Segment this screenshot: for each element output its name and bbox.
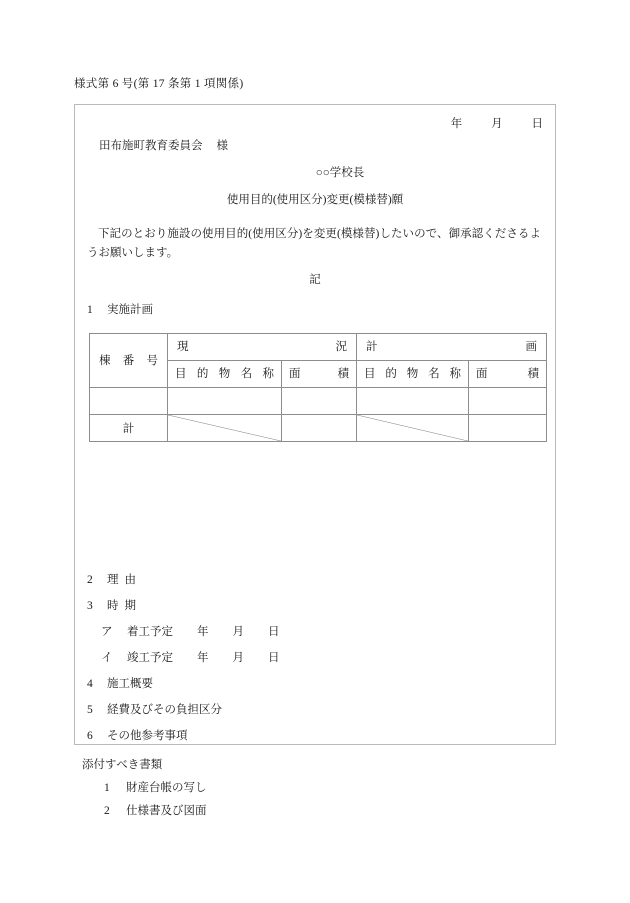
start-date-day: 日 bbox=[268, 626, 280, 638]
attachment-item-1-label: 財産台帳の写し bbox=[126, 782, 207, 794]
section-6-number: 6 bbox=[87, 730, 93, 742]
header-group-current-label: 現況 bbox=[177, 341, 347, 353]
section-2-number: 2 bbox=[87, 574, 93, 586]
addressee-name: 田布施町教育委員会 bbox=[99, 140, 203, 152]
table-header-row-group bbox=[90, 334, 547, 361]
header-building-no-label: 棟番号 bbox=[99, 354, 158, 367]
attachment-item-2-number: 2 bbox=[104, 805, 110, 817]
section-1-number: 1 bbox=[87, 304, 93, 316]
section-3-item-finish-date bbox=[173, 652, 280, 664]
ki-mark: 記 bbox=[309, 274, 321, 286]
header-cell-group-plan bbox=[357, 334, 547, 361]
header-current-object-name-label: 目的物名称 bbox=[175, 368, 274, 380]
section-5 bbox=[87, 701, 222, 717]
start-date-month: 月 bbox=[232, 626, 244, 638]
document-title: 使用目的(使用区分)変更(模様替)願 bbox=[226, 194, 404, 206]
section-1 bbox=[87, 301, 153, 317]
section-2-label: 理由 bbox=[107, 574, 142, 586]
section-6-label: その他参考事項 bbox=[107, 730, 188, 742]
finish-date-year: 年 bbox=[197, 652, 209, 664]
header-cell-building-no bbox=[90, 334, 168, 388]
section-4-number: 4 bbox=[87, 678, 93, 690]
attachments-block bbox=[82, 756, 207, 818]
date-year-label: 年 bbox=[450, 118, 463, 130]
issuer: ○○学校長 bbox=[315, 167, 365, 179]
header-plan-object-name-label: 目的物名称 bbox=[364, 368, 461, 380]
total-cell-plan-area[interactable] bbox=[469, 415, 547, 442]
table-total-row bbox=[90, 415, 547, 442]
total-label-cell bbox=[90, 415, 168, 442]
header-cell-group-current bbox=[168, 334, 357, 361]
entry-cell-plan-area[interactable] bbox=[469, 388, 547, 415]
body-paragraph: 下記のとおり施設の使用目的(使用区分)を変更(模様替)したいので、御承認くださるようお願いします。 bbox=[87, 228, 541, 259]
section-4 bbox=[87, 675, 153, 691]
finish-date-day: 日 bbox=[268, 652, 280, 664]
section-3-item-finish-marker: イ bbox=[101, 652, 113, 664]
header-cell-current-object-name bbox=[168, 361, 282, 388]
attachment-item-2-label: 仕様書及び図面 bbox=[126, 805, 207, 817]
header-cell-plan-object-name bbox=[357, 361, 469, 388]
attachment-item-1-number: 1 bbox=[104, 782, 110, 794]
section-3-item-finish bbox=[101, 649, 280, 665]
attachment-item-1 bbox=[82, 779, 207, 795]
section-3-label: 時期 bbox=[107, 600, 142, 612]
total-cell-plan-object-name-struck bbox=[357, 415, 469, 442]
header-current-area-label: 面積 bbox=[289, 368, 349, 380]
total-cell-current-area[interactable] bbox=[282, 415, 357, 442]
entry-cell-current-area[interactable] bbox=[282, 388, 357, 415]
header-cell-current-area bbox=[282, 361, 357, 388]
date-line bbox=[451, 115, 543, 131]
section-3-item-start-label: 着工予定 bbox=[127, 626, 173, 638]
section-4-label: 施工概要 bbox=[107, 678, 153, 690]
start-date-year: 年 bbox=[197, 626, 209, 638]
finish-date-month: 月 bbox=[232, 652, 244, 664]
plan-table bbox=[89, 333, 547, 442]
header-group-plan-label: 計画 bbox=[366, 341, 537, 353]
addressee-honorific: 様 bbox=[216, 140, 228, 152]
total-cell-current-object-name-struck bbox=[168, 415, 282, 442]
section-1-label: 実施計画 bbox=[107, 304, 153, 316]
date-month-label: 月 bbox=[491, 118, 503, 130]
date-day-label: 日 bbox=[531, 118, 543, 130]
section-5-label: 経費及びその負担区分 bbox=[107, 704, 222, 716]
header-plan-area-label: 面積 bbox=[476, 368, 539, 380]
section-2 bbox=[87, 571, 142, 587]
form-number: 様式第 6 号(第 17 条第 1 項関係) bbox=[74, 78, 244, 90]
attachment-item-2 bbox=[82, 802, 207, 818]
entry-cell-plan-object-name[interactable] bbox=[357, 388, 469, 415]
section-6 bbox=[87, 727, 188, 743]
header-cell-plan-area bbox=[469, 361, 547, 388]
section-3-item-start-date bbox=[173, 626, 280, 638]
section-3-item-finish-label: 竣工予定 bbox=[127, 652, 173, 664]
entry-cell-current-object-name[interactable] bbox=[168, 388, 282, 415]
section-3-item-start bbox=[101, 623, 280, 639]
section-3-item-start-marker: ア bbox=[101, 626, 113, 638]
document-frame bbox=[74, 104, 556, 745]
section-5-number: 5 bbox=[87, 704, 93, 716]
total-label: 計 bbox=[122, 423, 135, 435]
attachments-title: 添付すべき書類 bbox=[82, 759, 163, 771]
section-3-number: 3 bbox=[87, 600, 93, 612]
entry-cell-building-no[interactable] bbox=[90, 388, 168, 415]
addressee bbox=[99, 137, 228, 153]
table-entry-row bbox=[90, 388, 547, 415]
section-3 bbox=[87, 597, 142, 613]
